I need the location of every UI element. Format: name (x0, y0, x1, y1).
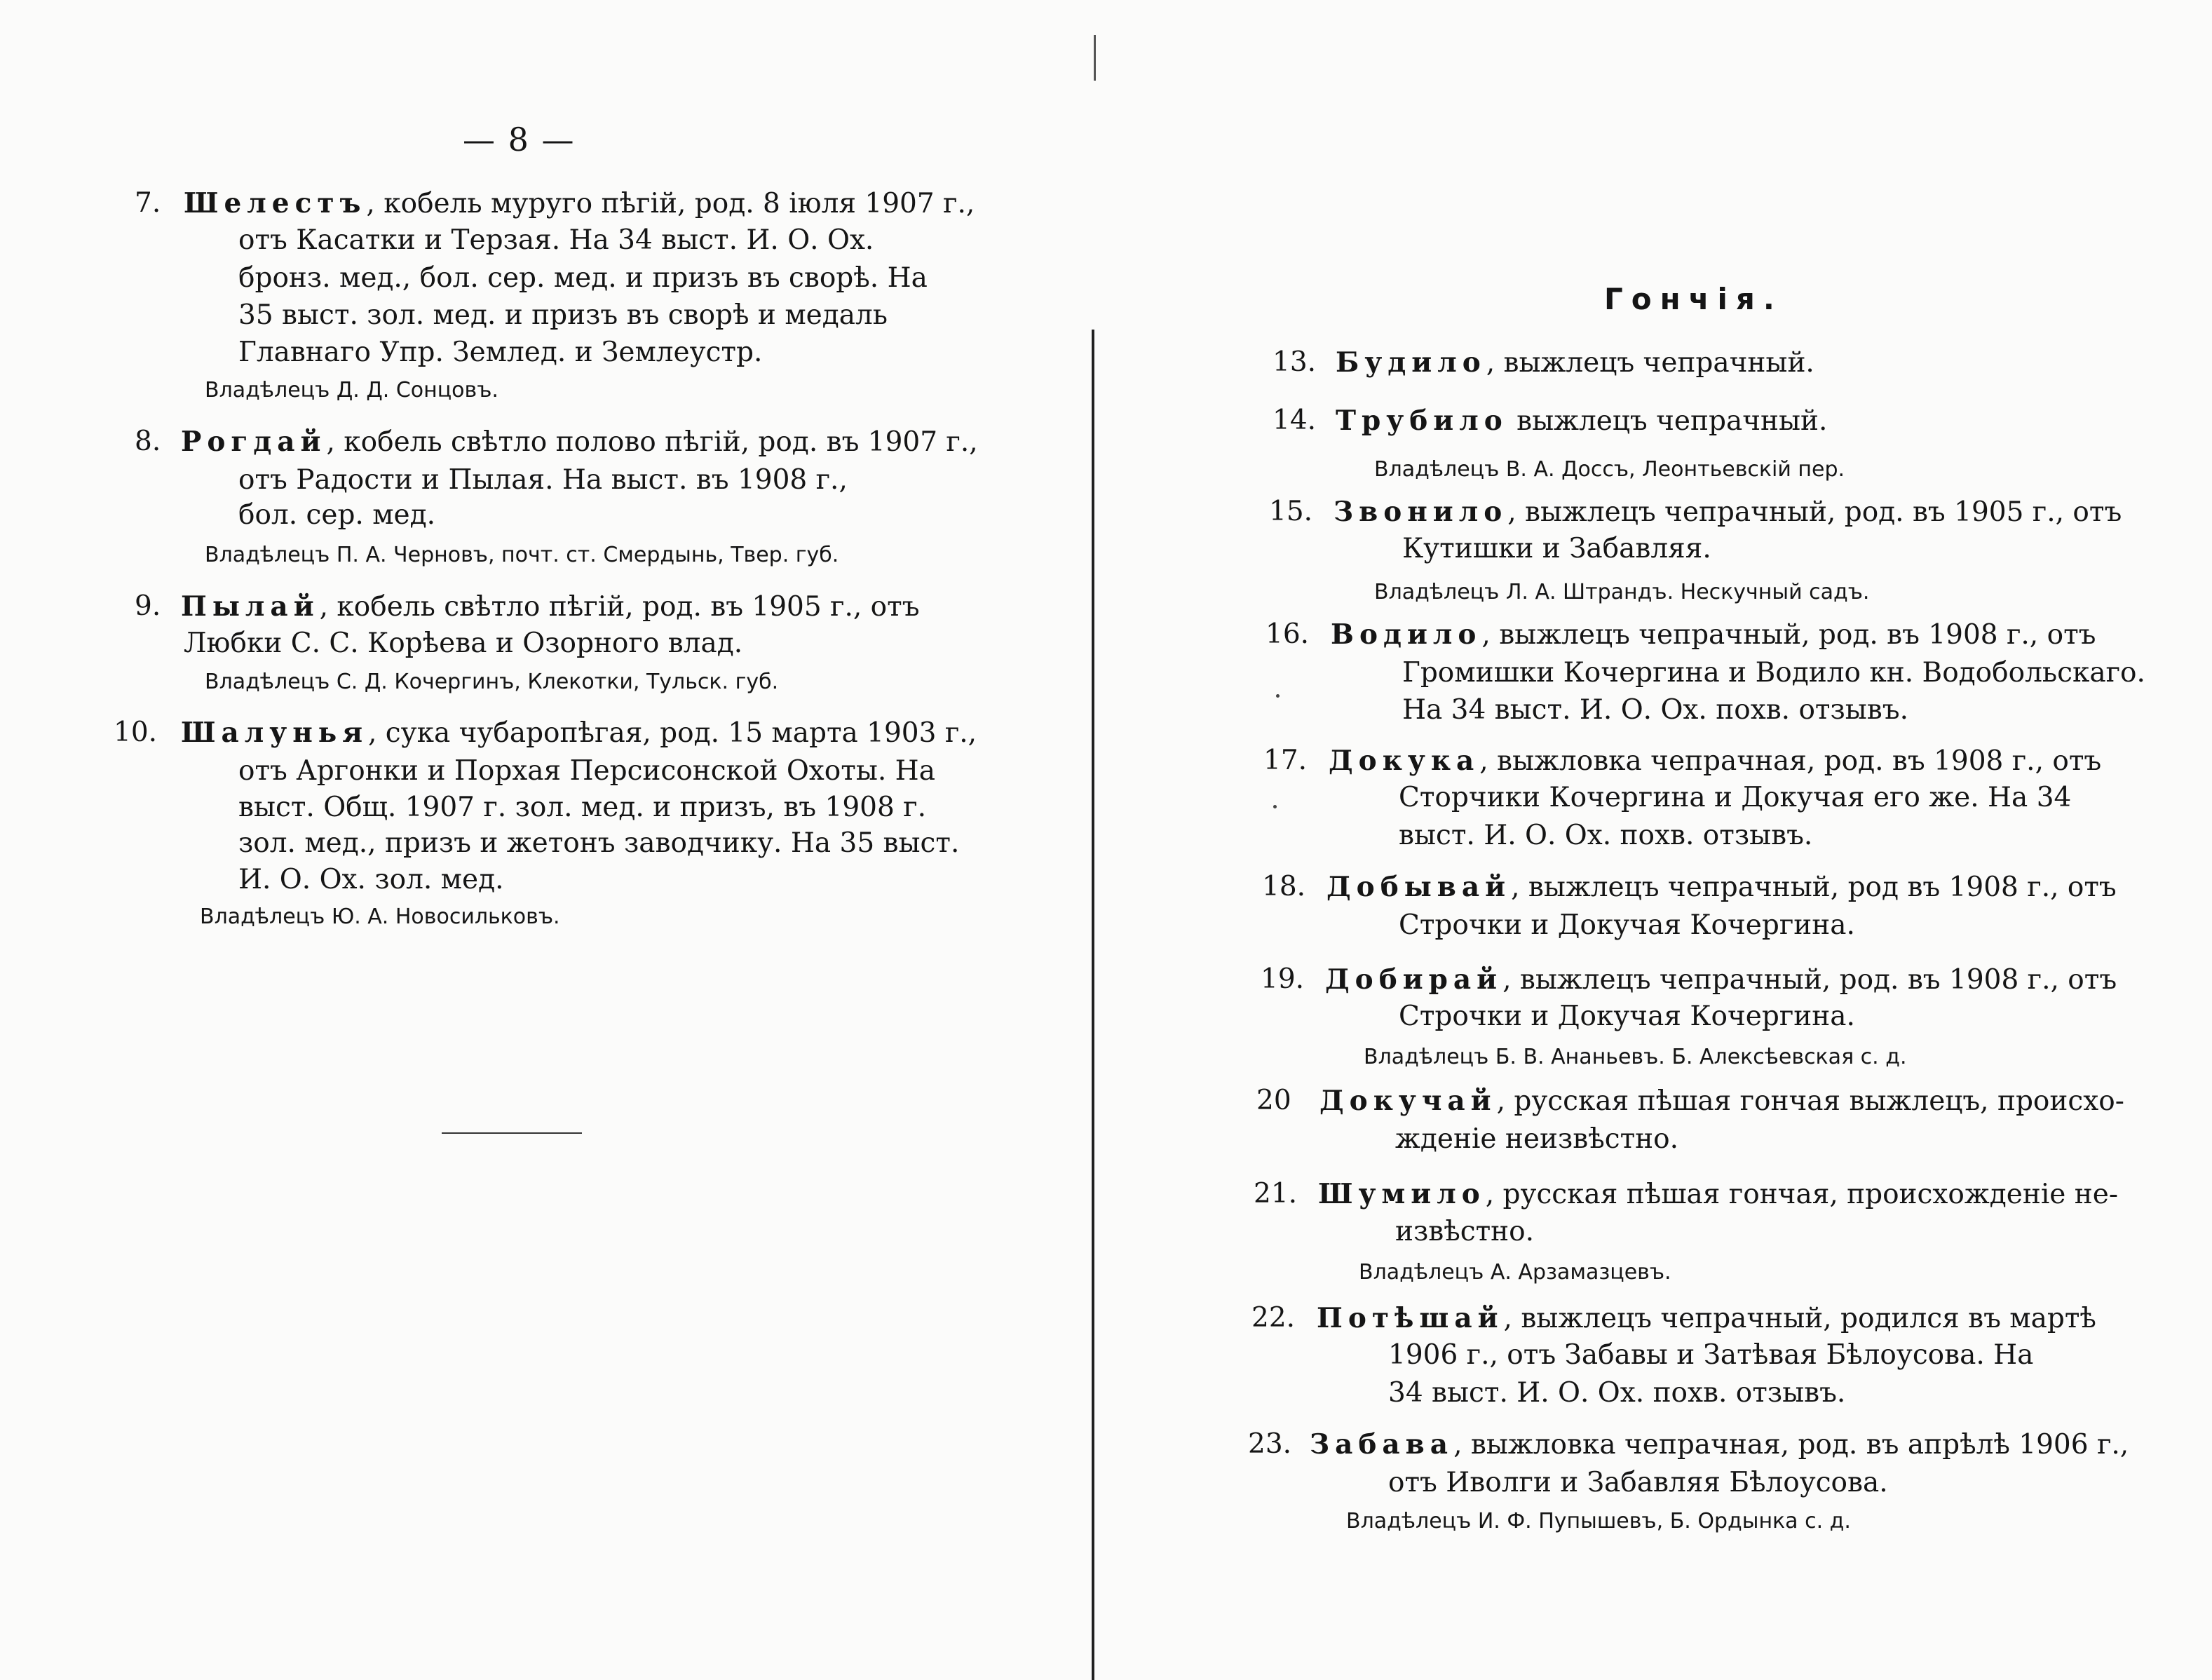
owner-line: Владѣлецъ Ю. А. Новосильковъ. (200, 905, 560, 929)
dog-name: Забава (1310, 1428, 1454, 1461)
entry-text: Строчки и Докучая Кочергина. (1399, 1001, 1855, 1032)
dog-name: Шелестъ (184, 187, 367, 219)
entry-text: , русская пѣшая гончая выжлецъ, происхо- (1496, 1085, 2124, 1117)
entry-text: , кобель свѣтло полово пѣгій, род. въ 1907 г., (326, 426, 978, 458)
entry-text: выст. И. О. Ох. похв. отзывъ. (1399, 820, 1813, 851)
owner-line: Владѣлецъ И. Ф. Пупышевъ, Б. Ордынка с. д. (1346, 1509, 1851, 1533)
dog-name: Докучай (1319, 1085, 1497, 1117)
entry-text: , сука чубаропѣгая, род. 15 марта 1903 г., (368, 717, 977, 749)
entry-number: 18. (1262, 871, 1306, 902)
entry-number: 15. (1269, 496, 1313, 527)
entry-text: , выжлецъ чепрачный, род. въ 1908 г., отъ (1502, 964, 2117, 996)
print-speck (1273, 805, 1277, 808)
entry-text: 1906 г., отъ Забавы и Затѣвая Бѣлоусова. На (1388, 1339, 2034, 1371)
page-number: — 8 — (463, 121, 576, 158)
entry-number: 20 (1256, 1085, 1291, 1116)
owner-line: Владѣлецъ Д. Д. Сонцовъ. (205, 378, 498, 402)
dog-name: Добирай (1325, 963, 1503, 996)
entry-text: , выжлецъ чепрачный, род. въ 1905 г., отъ (1507, 496, 2122, 528)
entry-text: извѣстно. (1395, 1216, 1535, 1247)
owner-line: Владѣлецъ С. Д. Кочергинъ, Клекотки, Тульск. губ. (205, 670, 779, 694)
entry-text: выжлецъ чепрачный. (1507, 405, 1828, 437)
entry-text: отъ Радости и Пылая. На выст. въ 1908 г., (238, 464, 848, 496)
dog-name: Будило (1336, 346, 1486, 379)
entry-text: , выжловка чепрачная, род. въ апрѣлѣ 1906 г., (1453, 1429, 2129, 1461)
entry-text: Кутишки и Забавляя. (1402, 533, 1711, 564)
dog-name: Звонило (1334, 496, 1508, 528)
entry-text: , выжловка чепрачная, род. въ 1908 г., отъ (1479, 745, 2102, 777)
dog-name: Рогдай (181, 426, 327, 458)
entry-text: Главнаго Упр. Землед. и Землеустр. (238, 337, 763, 368)
entry-text: отъ Иволги и Забавляя Бѣлоусова. (1388, 1467, 1888, 1498)
print-speck (1276, 694, 1280, 698)
dog-name: Шумило (1318, 1178, 1486, 1210)
entry-text: , выжлецъ чепрачный. (1486, 347, 1814, 379)
entry-text: отъ Аргонки и Порхая Персисонской Охоты. На (238, 755, 935, 787)
entry-text: отъ Касатки и Терзая. На 34 выст. И. О. Ох. (238, 224, 874, 256)
entry-text: Громишки Кочергина и Водило кн. Водобольскаго. (1402, 657, 2145, 689)
entry-number: 14. (1273, 405, 1317, 436)
entry-text: , выжлецъ чепрачный, род въ 1908 г., отъ (1511, 872, 2117, 903)
left-page (0, 0, 1087, 1680)
binding-gutter (1092, 330, 1094, 1680)
dog-name: Трубило (1336, 405, 1508, 437)
owner-line: Владѣлецъ Б. В. Ананьевъ. Б. Алексѣевская с. д. (1364, 1045, 1907, 1069)
entry-number: 17. (1263, 745, 1308, 776)
owner-line: Владѣлецъ В. А. Доссъ, Леонтьевскій пер. (1374, 457, 1845, 482)
entry-number: 21. (1254, 1178, 1298, 1210)
dog-name: Водило (1331, 618, 1482, 651)
binding-mark (1094, 35, 1096, 81)
entry-text: 35 выст. зол. мед. и призъ въ сворѣ и медаль (238, 299, 888, 331)
entry-number: 8. (135, 426, 161, 457)
entry-number: 13. (1273, 346, 1317, 378)
closing-rule (442, 1132, 582, 1134)
dog-name: Докука (1329, 745, 1480, 777)
entry-number: 9. (135, 590, 161, 622)
entry-number: 16. (1266, 618, 1310, 650)
entry-text: , выжлецъ чепрачный, родился въ мартѣ (1503, 1303, 2096, 1334)
entry-number: 10. (114, 717, 158, 748)
dog-name: Добывай (1326, 871, 1512, 903)
dog-name: Потѣшай (1317, 1302, 1504, 1334)
entry-text: , русская пѣшая гончая, происхожденіе не- (1485, 1179, 2119, 1210)
section-title: Гончія. (1604, 282, 1783, 316)
entry-text: Любки С. С. Корѣева и Озорного влад. (184, 628, 743, 659)
entry-text: бронз. мед., бол. сер. мед. и призъ въ сворѣ. На (238, 262, 928, 294)
entry-text: , кобель свѣтло пѣгій, род. въ 1905 г., отъ (319, 591, 920, 623)
entry-text: , кобель муруго пѣгій, род. 8 іюля 1907 г., (366, 188, 975, 219)
entry-text: Строчки и Докучая Кочергина. (1399, 909, 1855, 941)
entry-text: На 34 выст. И. О. Ох. похв. отзывъ. (1402, 694, 1908, 726)
entry-text: Сторчики Кочергина и Докучая его же. На 34 (1399, 782, 2072, 813)
entry-number: 23. (1248, 1428, 1292, 1460)
entry-text: И. О. Ох. зол. мед. (238, 864, 504, 895)
entry-number: 19. (1261, 963, 1305, 995)
entry-text: выст. Общ. 1907 г. зол. мед. и призъ, въ 1908 г. (238, 792, 926, 823)
owner-line: Владѣлецъ А. Арзамазцевъ. (1359, 1260, 1671, 1285)
entry-text: , выжлецъ чепрачный, род. въ 1908 г., отъ (1481, 619, 2096, 651)
entry-text: жденіе неизвѣстно. (1395, 1123, 1679, 1155)
right-page (1108, 0, 2212, 1680)
entry-text: зол. мед., призъ и жетонъ заводчику. На 35 выст. (238, 827, 960, 859)
owner-line: Владѣлецъ Л. А. Штрандъ. Нескучный садъ. (1374, 580, 1870, 604)
entry-text: 34 выст. И. О. Ох. похв. отзывъ. (1388, 1377, 1846, 1409)
entry-text: бол. сер. мед. (238, 499, 436, 531)
owner-line: Владѣлецъ П. А. Черновъ, почт. ст. Смердынь, Твер. губ. (205, 543, 839, 567)
entry-number: 7. (135, 187, 161, 219)
dog-name: Пылай (181, 590, 320, 623)
entry-number: 22. (1251, 1302, 1296, 1334)
dog-name: Шалунья (181, 717, 369, 749)
